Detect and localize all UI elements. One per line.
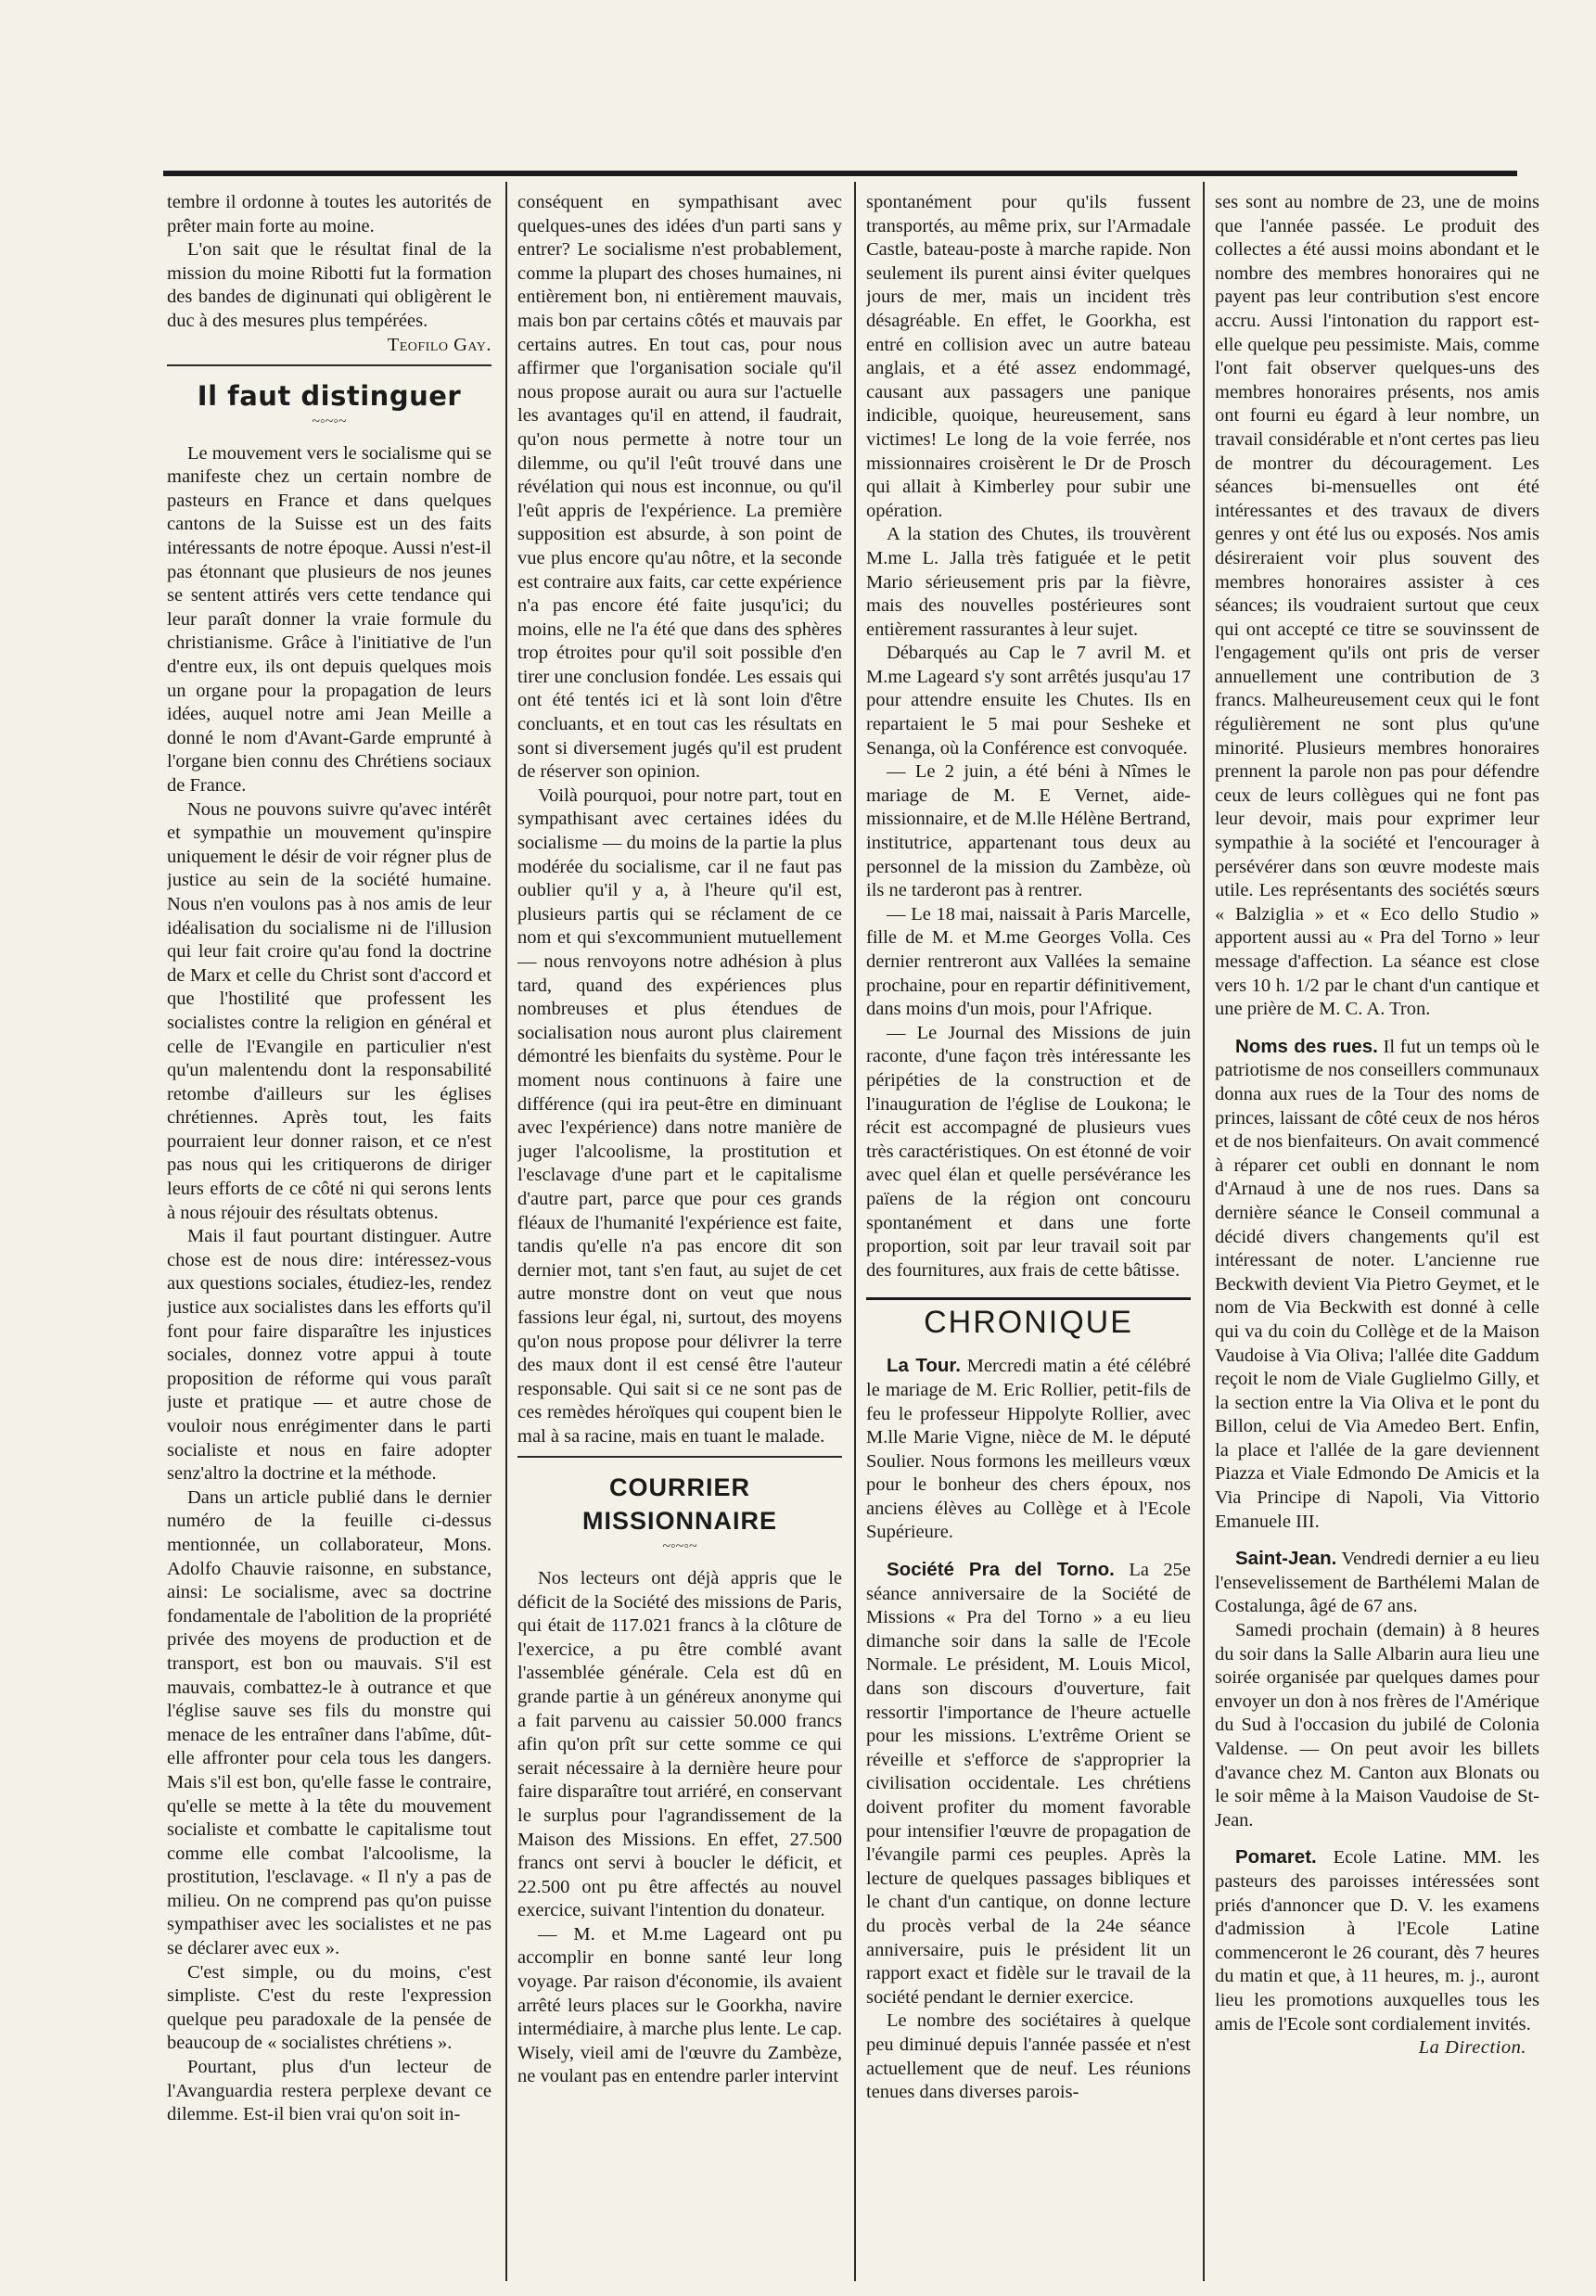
paragraph: L'on sait que le résultat final de la mission du moine Ribotti fut la formation des bandes de diginunati qui obligèrent le duc à des mesures plus tempérées. bbox=[167, 239, 492, 331]
article-heading: Il faut distinguer bbox=[197, 379, 462, 412]
paragraph: spontanément pour qu'ils fussent transportés, au même prix, sur l'Armadale Castle, bateau-poste à marche rapide. Non seulement ils purent ainsi éviter quelques jours de mer, mais un incident très désagréable. En effet, le Goorkha, est entré en collision avec un autre bateau anglais, et a été assez endommagé, causant aux passagers une panique indicible, quoique, heureusement, sans victimes! Le long de la voie ferrée, nos missionnaires croisèrent le Dr de Prosch qui allait à Kimberley pour subir une opération. bbox=[866, 192, 1191, 521]
column-divider bbox=[1203, 182, 1205, 2281]
top-rule bbox=[163, 171, 1517, 176]
column-3 bbox=[866, 191, 1191, 2282]
paragraph: Voilà pourquoi, pour notre part, tout en sympathisant avec certaines idées du socialisme — du moins de la partie la plus modérée du socialisme, car il ne faut pas oublier qu'il y a, à l'heure qu'il est, plusieurs partis qui se réclament de ce nom et qui s'excommunient mutuellement — nous renvoyons notre adhésion à plus tard, quand des expériences plus nombreuses et plus étendues de socialisation nous auront plus clairement démontré les bienfaits du système. Pour le moment nous continuons à faire une différence (qui ira peut-être en diminuant avec l'expérience) dans notre manière de juger l'alcoolisme, la prostitution et l'esclavage d'une part et le capitalisme d'autre part, parce que pour ces grands fléaux de l'humanité l'expérience est faite, tandis qu'elle n'a pas encore dit son dernier mot, tant s'en faut, au sujet de cet autre monstre dont on veut que nous fassions leur égal, ni, surtout, des moyens qu'on nous propose pour délivrer la terre des maux dont il est censé être l'auteur responsable. Qui sait si ce ne sont pas de ces remèdes héroïques qui coupent bien le mal à sa racine, mais en tuant le malade. bbox=[517, 784, 842, 1447]
paragraph: Nos lecteurs ont déjà appris que le déficit de la Société des missions de Paris, qui était de 117.021 francs à la clôture de l'exercice, a pu être comblé avant l'assemblée générale. Cela est dû en grande partie à un généreux anonyme qui a fait parvenu au caissier 50.000 francs afin qu'on prît sur cette somme ce qui serait nécessaire à la dernière heure pour faire disparaître tout arriéré, en conservant le surplus pour l'agrandissement de la Maison des Missions. En effet, 27.500 francs ont servi à boucler le déficit, et 22.500 ont pu être affectés au nouvel exercice, suivant l'intention du donateur. bbox=[517, 1567, 842, 1921]
news-item: Noms des rues. Il fut un temps où le patriotisme de nos conseillers communaux donna aux rues de la Tour des noms de princes, laissant de côté ceux de nos héros et de nos bienfaiteurs. On avait commencé à réparer cet oubli en donnant le nom d'Arnaud à une de nos rues. Dans sa dernière séance le Conseil communal a décidé divers changements qu'il est intéressant de noter. L'ancienne rue Beckwith devient Via Pietro Geymet, et le nom de Via Beckwith est donné à celle qui va du coin du Collège et de la Maison Vaudoise à Via Oliva; l'allée dite Gaddum reçoit le nom de Viale Guglielmo Gilly, et la section entre la Via Oliva et le pont du Billon, celui de Via Amedeo Bert. Enfin, la place et l'allée de la gare deviennent Piazza et Viale Edmondo De Amicis et la Via Principe di Napoli, Via Vittorio Emanuele III. bbox=[1215, 1035, 1539, 1532]
section-heading: COURRIER MISSIONNAIRE bbox=[581, 1473, 778, 1535]
paragraph: — Le 18 mai, naissait à Paris Marcelle, fille de M. et M.me Georges Volla. Ces dernier rentreront aux Vallées la semaine prochaine, pour en repartir définitivement, dans moins d'un mois, pour l'Afrique. bbox=[866, 903, 1191, 1020]
paragraph: Le nombre des sociétaires à quelque peu diminué depuis l'année passée et n'est actuellement que de neuf. Les réunions tenues dans diverses parois- bbox=[866, 2010, 1191, 2103]
flourish-ornament: ~◦~◦~ bbox=[662, 1537, 697, 1554]
news-item-title: Pomaret. bbox=[1235, 1846, 1317, 1869]
paragraph: Mais il faut pourtant distinguer. Autre chose est de nous dire: intéressez-vous aux questions sociales, étudiez-les, rendez justice aux socialistes dans les efforts qu'il font pour faire disparaître les injustices sociales, donnez votre appui à toute proposition de réforme qui vous paraît juste et pratique — et autre chose de vouloir nous enrégimenter dans le parti socialiste et nous en faire adopter senz'altro la doctrine et la méthode. bbox=[167, 1226, 492, 1485]
paragraph: conséquent en sympathisant avec quelques-unes des idées d'un parti sans y entrer? Le socialisme n'est probablement, comme la plupart des choses humaines, ni entièrement bon, ni entièrement mauvais, mais bon par certains côtés et mauvais par certains autres. En tout cas, pour nous affirmer que l'organisation sociale qu'il nous propose aurait ou aura sur l'actuelle les avantages qu'il en attend, il faudrait, qu'on nous permette à notre tour un dilemme, ou qu'il l'eût trouvé dans une révélation qui nous est inconnue, ou qu'il l'eût appris de l'expérience. La première supposition est absurde, à son point de vue plus encore qu'au nôtre, et la seconde est contraire aux faits, car cette expérience n'a pas encore été faite jusqu'ici; du moins, elle ne l'a été que dans des sphères trop étroites pour qu'il soit possible d'en tirer une conclusion fondée. Les essais qui ont été tentés ici et là sont loin d'être concluants, et en tout cas les résultats en sont si diversement jugés qu'il est prudent de réserver son opinion. bbox=[517, 192, 842, 783]
news-item: La Tour. Mercredi matin a été célébré le mariage de M. Eric Rollier, petit-fils de feu le professeur Hippolyte Rollier, avec M.lle Marie Vigne, nièce de M. le député Soulier. Nous formons les meilleurs vœux pour le bonheur des chers époux, nos anciens élèves au Collège et à l'Ecole Supérieure. bbox=[866, 1355, 1191, 1543]
paragraph: — M. et M.me Lageard ont pu accomplir en bonne santé leur long voyage. Par raison d'économie, ils avaient arrêté leurs places sur le Goorkha, navire intermédiaire, à marche plus lente. Le cap. Wisely, vieil ami de l'œuvre du Zambèze, ne voulant pas en entendre parler intervint bbox=[517, 1923, 842, 2087]
column-divider bbox=[505, 182, 507, 2281]
paragraph: Nous ne pouvons suivre qu'avec intérêt et sympathie un mouvement qu'inspire uniquement le désir de voir régner plus de justice au sein de la société humaine. Nous n'en voulons pas à nos amis de leur idéalisation du socialisme ni de l'illusion qui leur fait croire qu'au fond la doctrine de Marx et celle du Christ sont d'accord et que l'hostilité que professent les socialistes contre la religion en général et celle de l'Evangile en particulier n'est qu'un malentendu dont la responsabilité retombe d'ailleurs sur les églises chrétiennes. Après tout, les faits pourraient leur donner raison, et ce n'est pas nous qui les critiquerons de diriger leurs efforts de ce côté ni qui serons lents à nous réjouir des résultats obtenus. bbox=[167, 798, 492, 1223]
news-item: Société Pra del Torno. La 25e séance anniversaire de la Société de Missions « Pra del Torno » a eu lieu dimanche soir dans la salle de l'Ecole Normale. Le président, M. Louis Micol, dans son discours d'ouverture, fait ressortir l'importance de l'heure actuelle pour les missions. L'extrême Orient se réveille et s'efforce de s'approprier la civilisation occidentale. Les chrétiens doivent profiter du moment favorable pour intensifier l'œuvre de propagation de l'évangile parmi ces peuples. Après la lecture de quelques passages bibliques et le chant d'un cantique, on donne lecture du procès verbal de la 24e séance anniversaire, puis le président lit un rapport exact et fidèle sur le travail de la société pendant le dernier exercice. bbox=[866, 1559, 1191, 2008]
news-item-title: Noms des rues. bbox=[1235, 1035, 1378, 1057]
paragraph: Pourtant, plus d'un lecteur de l'Avanguardia restera perplexe devant ce dilemme. Est-il bien vrai qu'on soit in- bbox=[167, 2057, 492, 2125]
paragraph: Le mouvement vers le socialisme qui se manifeste chez un certain nombre de pasteurs en France et dans quelques cantons de la Suisse est un des faits intéressants de notre époque. Aussi n'est-il pas étonnant que plusieurs de nos jeunes se sentent attirés vers cette tendance qui leur paraît donner la vraie formule du christianisme. Grâce à l'initiative de l'un d'entre eux, ils ont depuis quelques mois un organe pour la propagation de leurs idées, auquel notre ami Jean Meille a donné le nom d'Avant-Garde emprunté à l'organe bien connu des Chrétiens sociaux de France. bbox=[167, 442, 492, 796]
paragraph: Dans un article publié dans le dernier numéro de la feuille ci-dessus mentionnée, un collaborateur, Mons. Adolfo Chauvie raisonne, en substance, ainsi: Le socialisme, avec sa doctrine fondamentale de l'abolition de la propriété privée des moyens de production et de transport, est bon ou mauvais. S'il est mauvais, combattez-le à outrance et que l'église sauve ses fils du monstre qui menace de les entraîner dans l'abîme, dût-elle affronter pour cela tous les dangers. Mais s'il est bon, qu'elle fasse le contraire, qu'elle se mette à la tête du mouvement socialiste et combatte le capitalisme tout comme elle combat l'alcoolisme, la prostitution, l'esclavage. « Il n'y a pas de milieu. On ne comprend pas qu'on puisse sympathiser avec les socialistes et ne pas se déclarer avec eux ». bbox=[167, 1486, 492, 1959]
paragraph: — Le Journal des Missions de juin raconte, d'une façon très intéressante les péripéties de la construction et de l'inauguration de l'église de Loukona; le récit est accompagné de plusieurs vues très caractéristiques. On est étonné de voir avec quel élan et quelle persévérance les païens de la région ont concouru spontanément et dans une forte proportion, soit par leur travail soit par des fournitures, aux frais de cette bâtisse. bbox=[866, 1022, 1191, 1281]
paragraph: A la station des Chutes, ils trouvèrent M.me L. Jalla très fatiguée et le petit Mario sérieusement pris par la fièvre, mais des nouvelles postérieures sont entièrement rassurantes à leur sujet. bbox=[866, 524, 1191, 640]
flourish-ornament: ~◦~◦~ bbox=[312, 413, 347, 429]
section-rule bbox=[167, 364, 492, 366]
column-4 bbox=[1215, 191, 1539, 2282]
paragraph: C'est simple, ou du moins, c'est simpliste. C'est du reste l'expression quelque peu paradoxale de la pensée de beaucoup de « socialistes chrétiens ». bbox=[167, 1961, 492, 2054]
paragraph: tembre il ordonne à toutes les autorités de prêter main forte au moine. bbox=[167, 192, 492, 236]
paragraph: — Le 2 juin, a été béni à Nîmes le mariage de M. E Vernet, aide-missionnaire, et de M.lle Hélène Bertrand, institutrice, appartenant tous deux au personnel de la mission du Zambèze, où ils ne tarderont pas à rentrer. bbox=[866, 761, 1191, 901]
column-1 bbox=[167, 191, 492, 2282]
column-divider bbox=[854, 182, 856, 2281]
news-item-title: Société Pra del Torno. bbox=[887, 1559, 1115, 1581]
paragraph: Débarqués au Cap le 7 avril M. et M.me Lageard s'y sont arrêtés jusqu'au 17 pour attendre ensuite les Chutes. Ils en repartaient le 5 mai pour Sesheke et Senanga, où la Conférence est convoquée. bbox=[866, 643, 1191, 759]
news-item-title: La Tour. bbox=[887, 1355, 961, 1377]
column-2 bbox=[517, 191, 842, 2282]
signature: Teofilo Gay. bbox=[387, 334, 492, 355]
section-heading: CHRONIQUE bbox=[866, 1297, 1191, 1339]
section-rule bbox=[517, 1456, 842, 1458]
news-item-title: Saint-Jean. bbox=[1235, 1548, 1337, 1570]
news-item: Pomaret. Ecole Latine. MM. les pasteurs des paroisses intéressées sont priés d'annoncer que D. V. les examens d'admission à l'Ecole Latine commenceront le 26 courant, dès 7 heures du matin et que, à 11 heures, m. j., auront lieu les promotions auxquelles tous les amis de l'Ecole sont cordialement invités. bbox=[1215, 1846, 1539, 2035]
paragraph: Samedi prochain (demain) à 8 heures du soir dans la Salle Albarin aura lieu une soirée organisée par quelques dames pour envoyer un don à nos frères de l'Amérique du Sud à l'occasion du jubilé de Colonia Valdense. — On peut avoir les billets d'avance chez M. Canton aux Blonats ou le soir même à la Maison Vaudoise de St-Jean. bbox=[1215, 1620, 1539, 1830]
news-item: Saint-Jean. Vendredi dernier a eu lieu l'ensevelissement de Barthélemi Malan de Costalunga, âgé de 67 ans. bbox=[1215, 1548, 1539, 1617]
signature: La Direction. bbox=[1418, 2037, 1526, 2059]
paragraph: ses sont au nombre de 23, une de moins que l'année passée. Le produit des collectes a été aussi moins abondant et le nombre des membres honoraires qui ne payent pas leur contribution s'est encore accru. Aussi l'intonation du rapport est-elle quelque peu pessimiste. Mais, comme l'ont fait observer quelques-uns des membres honoraires présents, nos amis ont fourni eu égard à leur nombre, un travail considérable et n'ont certes pas lieu de montrer du découragement. Les séances bi-mensuelles ont été intéressantes et des travaux de divers genres y ont été lus ou exposés. Nos amis désireraient voir plus souvent des membres honoraires assister à ces séances; ils voudraient surtout que ceux qui ont accepté ce titre se souvinssent de l'engagement qu'ils ont pris de verser annuellement une contribution de 3 francs. Malheureusement ceux qui le font régulièrement ne sont plus qu'une minorité. Plusieurs membres honoraires prennent la parole non pas pour défendre ceux de leurs collègues qui ne font pas leur devoir, mais pour exprimer leur sympathie à la société et l'encourager à persévérer dans son œuvre modeste mais utile. Les représentants des sociétés sœurs « Balziglia » et « Eco dello Studio » apportent aussi au « Pra del Torno » leur message d'affection. La séance est close vers 10 h. 1/2 par le chant d'un cantique et une prière de M. C. A. Tron. bbox=[1215, 192, 1539, 1020]
